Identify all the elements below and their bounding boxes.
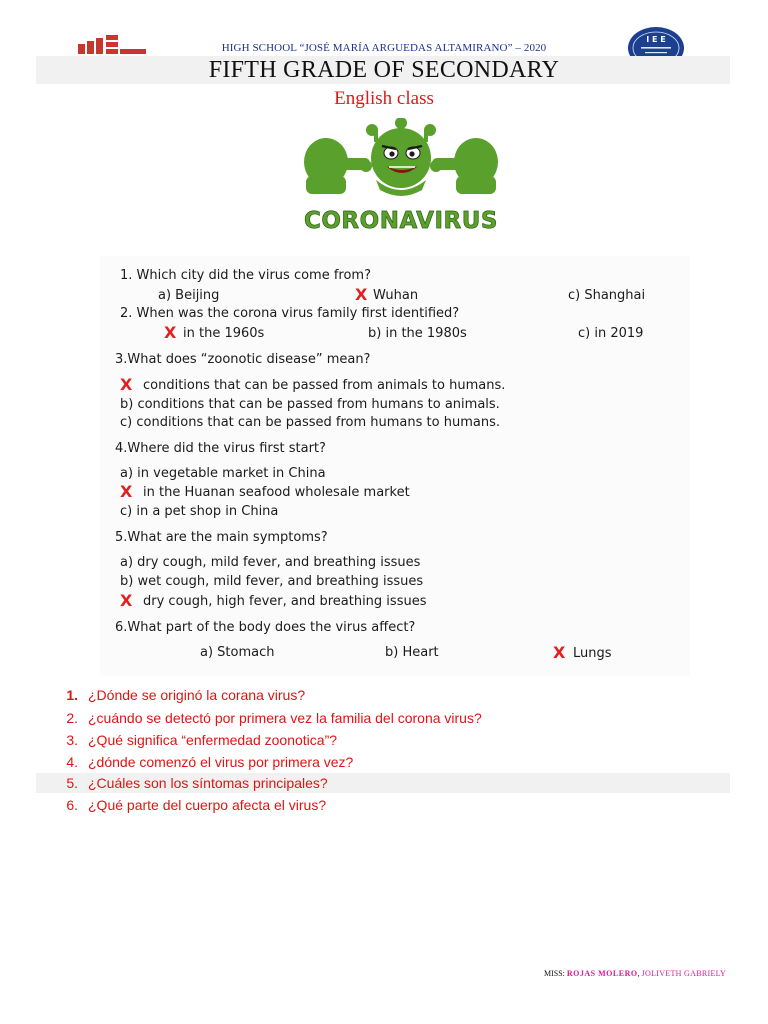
- spanish-question-3: 3. ¿Qué significa “enfermedad zoonotica”?: [66, 732, 338, 748]
- q3-option-a: conditions that can be passed from animals to humans.: [143, 378, 506, 393]
- badge-text: I E E: [646, 35, 666, 44]
- q2-option-a: in the 1960s: [183, 326, 265, 341]
- q3-option-b: b) conditions that can be passed from humans to animals.: [120, 397, 500, 412]
- banner-title: CORONAVIRUS: [304, 208, 498, 234]
- q5-question: 5.What are the main symptoms?: [115, 530, 328, 545]
- spanish-question-1: 1. ¿Dónde se originó la corana virus?: [66, 687, 306, 703]
- answer-mark-q1: X: [355, 285, 368, 304]
- teacher-signature: MISS: ROJAS MOLERO, JOLIVETH GABRIELY: [544, 969, 727, 978]
- answer-mark-q2: X: [164, 323, 177, 342]
- answer-mark-q3: X: [120, 375, 133, 394]
- q2-option-c: c) in 2019: [578, 326, 644, 341]
- q6-question: 6.What part of the body does the virus affect?: [115, 620, 416, 635]
- spanish-question-6: 6. ¿Qué parte del cuerpo afecta el virus?: [66, 797, 327, 813]
- q4-option-b: in the Huanan seafood wholesale market: [143, 485, 410, 500]
- q5-option-a: a) dry cough, mild fever, and breathing issues: [120, 555, 421, 570]
- q6-option-a: a) Stomach: [200, 645, 275, 660]
- spanish-question-2: 2. ¿cuándo se detectó por primera vez la familia del corona virus?: [66, 710, 482, 726]
- q5-option-c: dry cough, high fever, and breathing issues: [143, 594, 427, 609]
- answer-mark-q6: X: [553, 643, 566, 662]
- q1-question: 1. Which city did the virus come from?: [120, 268, 371, 283]
- spanish-question-5: 5. ¿Cuáles son los síntomas principales?: [66, 775, 328, 791]
- answer-mark-q4: X: [120, 482, 133, 501]
- answer-mark-q5: X: [120, 591, 133, 610]
- spanish-question-4: 4. ¿dónde comenzó el virus por primera vez?: [66, 754, 354, 770]
- q5-option-b: b) wet cough, mild fever, and breathing issues: [120, 574, 424, 589]
- q4-option-c: c) in a pet shop in China: [120, 504, 279, 519]
- q4-question: 4.Where did the virus first start?: [115, 441, 326, 456]
- q1-option-b: Wuhan: [373, 288, 419, 303]
- virus-character-icon: [304, 118, 498, 196]
- q2-question: 2. When was the corona virus family first identified?: [120, 306, 460, 321]
- school-name: HIGH SCHOOL “JOSÉ MARÍA ARGUEDAS ALTAMIRANO” – 2020: [221, 42, 547, 54]
- q3-option-c: c) conditions that can be passed from humans to humans.: [120, 415, 500, 430]
- q6-option-c: Lungs: [573, 646, 612, 661]
- q1-option-a: a) Beijing: [158, 288, 220, 303]
- q2-option-b: b) in the 1980s: [368, 326, 467, 341]
- grade-title: FIFTH GRADE OF SECONDARY: [208, 57, 560, 83]
- q1-option-c: c) Shanghai: [568, 288, 646, 303]
- subject-title: English class: [334, 88, 434, 109]
- q4-option-a: a) in vegetable market in China: [120, 466, 326, 481]
- q3-question: 3.What does “zoonotic disease” mean?: [115, 352, 371, 367]
- q6-option-b: b) Heart: [385, 645, 439, 660]
- coronavirus-illustration: [296, 118, 506, 236]
